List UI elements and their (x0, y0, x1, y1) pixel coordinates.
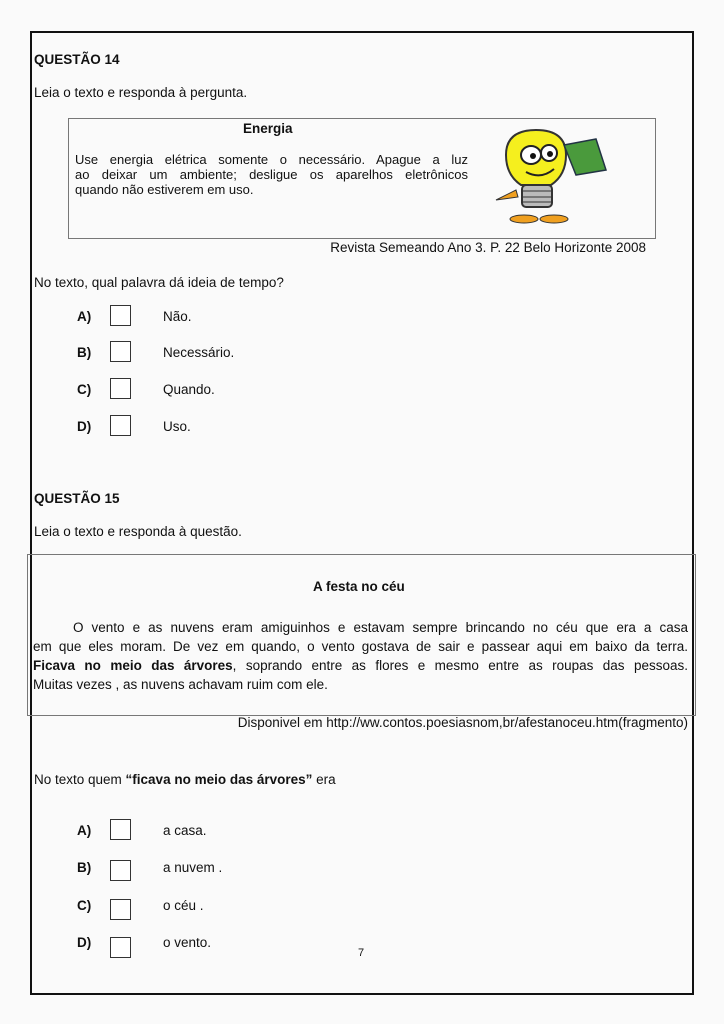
question-14-title: QUESTÃO 14 (34, 52, 120, 67)
option-letter: A) (77, 309, 92, 324)
bold-phrase: “ficava no meio das árvores” (125, 772, 313, 787)
option-letter: B) (77, 345, 92, 360)
option-text: o céu . (163, 898, 204, 913)
checkbox[interactable] (110, 899, 131, 920)
option-text: Uso. (163, 419, 191, 434)
option-letter: C) (77, 382, 92, 397)
lightbulb-mascot-illustration (486, 125, 631, 225)
energia-source: Revista Semeando Ano 3. P. 22 Belo Horizonte 2008 (330, 240, 646, 255)
text-line: ao deixar um ambiente; desligue os aparelhos eletrônicos (75, 167, 468, 182)
energia-title: Energia (243, 121, 293, 136)
text-span: , soprando entre as flores e mesmo entre as roupas das pessoas. (232, 658, 688, 673)
option-letter: D) (77, 935, 92, 950)
checkbox[interactable] (110, 860, 131, 881)
checkbox[interactable] (110, 341, 131, 362)
text-line: Use energia elétrica somente o necessário. Apague a luz (75, 152, 468, 167)
option-letter: A) (77, 823, 92, 838)
checkbox[interactable] (110, 937, 131, 958)
bold-phrase: Ficava no meio das árvores (33, 658, 233, 673)
festa-title: A festa no céu (313, 579, 405, 594)
checkbox[interactable] (110, 378, 131, 399)
question-15-title: QUESTÃO 15 (34, 491, 120, 506)
text-span: era (312, 772, 336, 787)
question-14-instruction: Leia o texto e responda à pergunta. (34, 85, 248, 100)
option-text: Necessário. (163, 345, 235, 360)
option-text: o vento. (163, 935, 212, 950)
option-text: a casa. (163, 823, 207, 838)
energia-text (75, 152, 468, 197)
text-line: em que eles moram. De vez em quando, o vento gostava de sair e passear aqui em baixo da terra. (33, 639, 688, 654)
festa-text (33, 618, 688, 694)
text-line: quando não estiverem em uso. (75, 182, 254, 197)
question-15-instruction: Leia o texto e responda à questão. (34, 524, 242, 539)
question-15-prompt (34, 772, 336, 787)
option-text: a nuvem . (163, 860, 223, 875)
option-text: Não. (163, 309, 192, 324)
checkbox[interactable] (110, 415, 131, 436)
option-text: Quando. (163, 382, 215, 397)
text-line: Muitas vezes , as nuvens achavam ruim com ele. (33, 677, 328, 692)
question-14-prompt: No texto, qual palavra dá ideia de tempo? (34, 275, 284, 290)
option-letter: D) (77, 419, 92, 434)
text-line: O vento e as nuvens eram amiguinhos e estavam sempre brincando no céu que era a casa (73, 620, 688, 635)
checkbox[interactable] (110, 305, 131, 326)
text-line (33, 656, 688, 675)
option-letter: B) (77, 860, 92, 875)
option-letter: C) (77, 898, 92, 913)
text-span: No texto quem (34, 772, 126, 787)
checkbox[interactable] (110, 819, 131, 840)
page-number: 7 (358, 947, 365, 959)
festa-source: Disponivel em http://ww.contos.poesiasnom,br/afestanoceu.htm(fragmento) (237, 715, 688, 730)
